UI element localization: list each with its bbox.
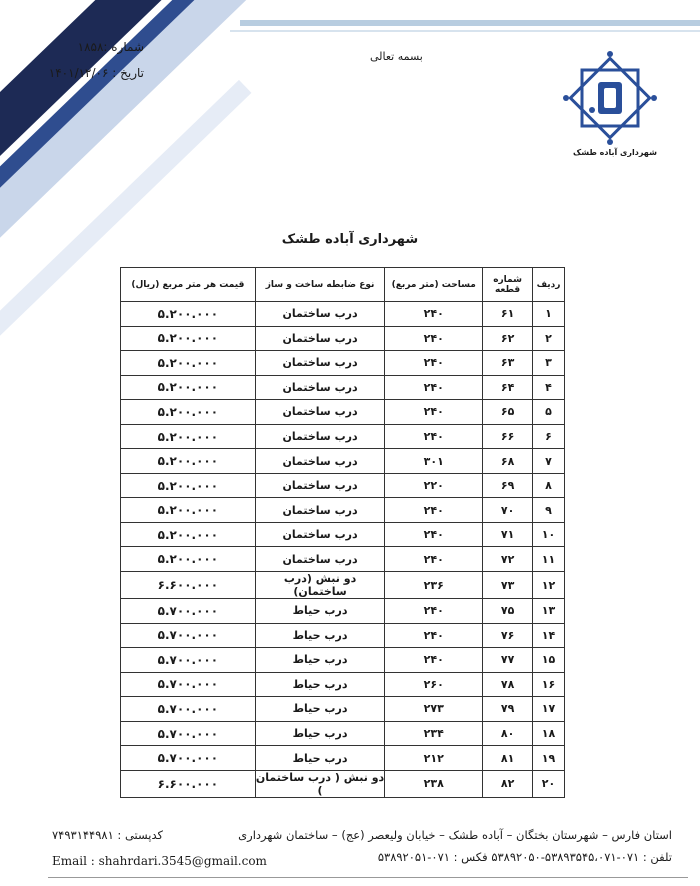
cell-area: ۲۳۴ — [385, 721, 483, 746]
cell-area: ۲۴۰ — [385, 522, 483, 547]
cell-price: ۵.۲۰۰.۰۰۰ — [121, 302, 256, 327]
cell-row-number: ۱۷ — [533, 697, 565, 722]
cell-area: ۲۱۲ — [385, 746, 483, 771]
cell-row-number: ۶ — [533, 424, 565, 449]
cell-regulation: درب حیاط — [255, 623, 385, 648]
table-row — [121, 449, 565, 474]
cell-area: ۳۰۱ — [385, 449, 483, 474]
cell-regulation: درب حیاط — [255, 746, 385, 771]
cell-row-number: ۱۸ — [533, 721, 565, 746]
cell-regulation: درب ساختمان — [255, 498, 385, 523]
table-row — [121, 302, 565, 327]
table-row — [121, 721, 565, 746]
cell-price: ۶.۶۰۰.۰۰۰ — [121, 770, 256, 797]
cell-plot-number: ۶۵ — [483, 400, 533, 425]
cell-price: ۵.۲۰۰.۰۰۰ — [121, 547, 256, 572]
municipality-logo — [560, 48, 660, 148]
cell-plot-number: ۶۱ — [483, 302, 533, 327]
cell-price: ۵.۲۰۰.۰۰۰ — [121, 498, 256, 523]
cell-plot-number: ۷۶ — [483, 623, 533, 648]
cell-area: ۲۴۰ — [385, 375, 483, 400]
table-row — [121, 648, 565, 673]
cell-regulation: درب حیاط — [255, 697, 385, 722]
cell-price: ۵.۲۰۰.۰۰۰ — [121, 449, 256, 474]
table-row — [121, 522, 565, 547]
cell-row-number: ۱۱ — [533, 547, 565, 572]
table-row — [121, 473, 565, 498]
cell-regulation: درب ساختمان — [255, 547, 385, 572]
cell-area: ۲۲۰ — [385, 473, 483, 498]
cell-row-number: ۱۴ — [533, 623, 565, 648]
letter-number: شماره :۱۸۵۸ — [77, 40, 144, 54]
cell-plot-number: ۷۵ — [483, 599, 533, 624]
header-area: مساحت (متر مربع) — [385, 268, 483, 302]
cell-area: ۲۴۰ — [385, 599, 483, 624]
cell-plot-number: ۶۶ — [483, 424, 533, 449]
cell-area: ۲۴۰ — [385, 302, 483, 327]
basmala-heading: بسمه تعالی — [370, 50, 423, 63]
cell-regulation: درب ساختمان — [255, 424, 385, 449]
cell-price: ۶.۶۰۰.۰۰۰ — [121, 572, 256, 599]
table-row — [121, 326, 565, 351]
cell-price: ۵.۲۰۰.۰۰۰ — [121, 400, 256, 425]
cell-price: ۵.۷۰۰.۰۰۰ — [121, 599, 256, 624]
cell-area: ۲۴۰ — [385, 351, 483, 376]
cell-price: ۵.۲۰۰.۰۰۰ — [121, 473, 256, 498]
cell-area: ۲۴۰ — [385, 424, 483, 449]
footer-postal-code: کدپستی : ۷۴۹۳۱۴۴۹۸۱ — [52, 828, 163, 842]
table-row — [121, 599, 565, 624]
cell-plot-number: ۸۲ — [483, 770, 533, 797]
cell-row-number: ۲ — [533, 326, 565, 351]
cell-regulation: درب حیاط — [255, 648, 385, 673]
letter-date: تاریخ : ۱۴۰۱/۱۲/۰۶ — [48, 66, 144, 80]
cell-regulation: درب حیاط — [255, 599, 385, 624]
cell-area: ۲۳۸ — [385, 770, 483, 797]
cell-area: ۲۳۶ — [385, 572, 483, 599]
table-row — [121, 375, 565, 400]
cell-row-number: ۲۰ — [533, 770, 565, 797]
cell-plot-number: ۷۳ — [483, 572, 533, 599]
cell-row-number: ۱۶ — [533, 672, 565, 697]
table-body — [121, 302, 565, 798]
footer-rule — [48, 877, 688, 878]
table-row — [121, 572, 565, 599]
cell-row-number: ۵ — [533, 400, 565, 425]
cell-plot-number: ۶۸ — [483, 449, 533, 474]
cell-area: ۲۴۰ — [385, 498, 483, 523]
table-row — [121, 746, 565, 771]
plots-price-table — [120, 267, 565, 798]
cell-regulation: درب حیاط — [255, 672, 385, 697]
cell-price: ۵.۷۰۰.۰۰۰ — [121, 623, 256, 648]
table-header-row — [121, 268, 565, 302]
table-row — [121, 424, 565, 449]
cell-price: ۵.۷۰۰.۰۰۰ — [121, 721, 256, 746]
cell-price: ۵.۲۰۰.۰۰۰ — [121, 326, 256, 351]
cell-regulation: دو نبش ( درب ساختمان ) — [255, 770, 385, 797]
cell-plot-number: ۸۰ — [483, 721, 533, 746]
cell-price: ۵.۷۰۰.۰۰۰ — [121, 672, 256, 697]
cell-price: ۵.۲۰۰.۰۰۰ — [121, 375, 256, 400]
table-row — [121, 351, 565, 376]
cell-area: ۲۷۳ — [385, 697, 483, 722]
cell-area: ۲۴۰ — [385, 623, 483, 648]
header-plot-number: شماره قطعه — [483, 268, 533, 302]
cell-row-number: ۱ — [533, 302, 565, 327]
cell-price: ۵.۲۰۰.۰۰۰ — [121, 424, 256, 449]
cell-row-number: ۱۹ — [533, 746, 565, 771]
table-row — [121, 498, 565, 523]
cell-regulation: درب ساختمان — [255, 473, 385, 498]
header-rule — [240, 20, 700, 26]
cell-plot-number: ۶۹ — [483, 473, 533, 498]
cell-row-number: ۸ — [533, 473, 565, 498]
table-row — [121, 623, 565, 648]
cell-row-number: ۱۳ — [533, 599, 565, 624]
table-row — [121, 672, 565, 697]
header-rule-thin — [230, 30, 700, 32]
header-regulation: نوع ضابطه ساخت و ساز — [255, 268, 385, 302]
cell-area: ۲۴۰ — [385, 400, 483, 425]
cell-area: ۲۴۰ — [385, 326, 483, 351]
table-row — [121, 400, 565, 425]
cell-price: ۵.۷۰۰.۰۰۰ — [121, 746, 256, 771]
logo-caption: شهرداری آباده طشک — [573, 148, 657, 157]
cell-plot-number: ۷۹ — [483, 697, 533, 722]
table-row — [121, 547, 565, 572]
cell-row-number: ۱۰ — [533, 522, 565, 547]
table-row — [121, 770, 565, 797]
table-row — [121, 697, 565, 722]
cell-regulation: دو نبش (درب ساختمان) — [255, 572, 385, 599]
cell-regulation: درب ساختمان — [255, 375, 385, 400]
footer-email: Email : shahrdari.3545@gmail.com — [52, 854, 267, 868]
cell-row-number: ۷ — [533, 449, 565, 474]
cell-regulation: درب حیاط — [255, 721, 385, 746]
cell-row-number: ۱۵ — [533, 648, 565, 673]
cell-plot-number: ۷۱ — [483, 522, 533, 547]
cell-regulation: درب ساختمان — [255, 351, 385, 376]
cell-area: ۲۶۰ — [385, 672, 483, 697]
header-price: قیمت هر متر مربع (ریال) — [121, 268, 256, 302]
cell-plot-number: ۷۰ — [483, 498, 533, 523]
cell-regulation: درب ساختمان — [255, 326, 385, 351]
cell-plot-number: ۶۳ — [483, 351, 533, 376]
cell-plot-number: ۷۲ — [483, 547, 533, 572]
cell-plot-number: ۶۴ — [483, 375, 533, 400]
cell-row-number: ۱۲ — [533, 572, 565, 599]
cell-area: ۲۴۰ — [385, 547, 483, 572]
cell-plot-number: ۶۲ — [483, 326, 533, 351]
document-title: شهرداری آباده طشک — [281, 232, 419, 247]
cell-price: ۵.۲۰۰.۰۰۰ — [121, 522, 256, 547]
cell-regulation: درب ساختمان — [255, 400, 385, 425]
cell-row-number: ۳ — [533, 351, 565, 376]
cell-plot-number: ۷۸ — [483, 672, 533, 697]
cell-plot-number: ۸۱ — [483, 746, 533, 771]
cell-area: ۲۴۰ — [385, 648, 483, 673]
cell-regulation: درب ساختمان — [255, 522, 385, 547]
cell-regulation: درب ساختمان — [255, 449, 385, 474]
cell-row-number: ۹ — [533, 498, 565, 523]
cell-regulation: درب ساختمان — [255, 302, 385, 327]
cell-price: ۵.۲۰۰.۰۰۰ — [121, 351, 256, 376]
cell-price: ۵.۷۰۰.۰۰۰ — [121, 697, 256, 722]
cell-plot-number: ۷۷ — [483, 648, 533, 673]
footer-phone: تلفن : ۰۷۱-۵۳۸۹۳۵۴۵،۰۷۱-۵۳۸۹۲۰۵۰ فکس : ۰۷۱-۵۳۸۹۲۰۵۱ — [377, 850, 672, 864]
cell-price: ۵.۷۰۰.۰۰۰ — [121, 648, 256, 673]
cell-row-number: ۴ — [533, 375, 565, 400]
footer-address: استان فارس – شهرستان بختگان – آباده طشک – خیابان ولیعصر (عج) – ساختمان شهرداری — [238, 828, 672, 842]
header-row-number: ردیف — [533, 268, 565, 302]
